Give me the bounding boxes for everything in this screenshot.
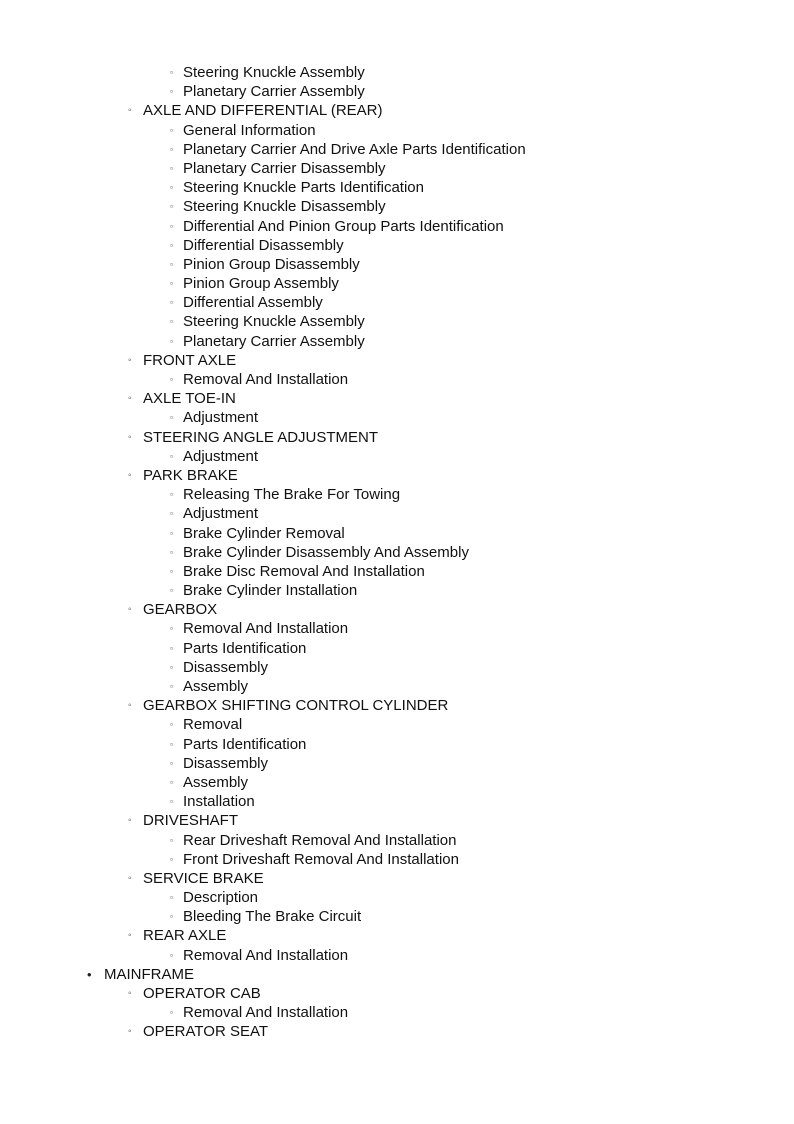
bullet-icon: ◦ bbox=[128, 105, 132, 117]
bullet-icon: ▫ bbox=[170, 739, 173, 749]
bullet-icon: ▫ bbox=[170, 451, 173, 461]
toc-item-level-3 bbox=[0, 121, 794, 140]
toc-item-level-3 bbox=[0, 217, 794, 236]
toc-item-level-3 bbox=[0, 312, 794, 331]
toc-item-level-3 bbox=[0, 754, 794, 773]
toc-item-level-3 bbox=[0, 831, 794, 850]
toc-item-label: OPERATOR CAB bbox=[143, 985, 261, 1002]
toc-item-label: OPERATOR SEAT bbox=[143, 1023, 269, 1041]
toc-item-label: Adjustment bbox=[183, 505, 259, 523]
toc-item-label: PARK BRAKE bbox=[143, 466, 238, 484]
toc-item-level-1 bbox=[0, 965, 794, 984]
toc-item-label: Removal And Installation bbox=[183, 371, 349, 388]
toc-item-label: Steering Knuckle Parts Identification bbox=[183, 179, 424, 197]
bullet-icon: ▫ bbox=[170, 547, 173, 557]
toc-item-level-2 bbox=[0, 1022, 794, 1041]
toc-item-label: Installation bbox=[183, 793, 255, 811]
toc-item-level-3 bbox=[0, 63, 794, 82]
bullet-icon: ◦ bbox=[128, 393, 132, 405]
toc-item-level-3 bbox=[0, 715, 794, 734]
toc-item-label: AXLE TOE-IN bbox=[143, 390, 236, 408]
bullet-icon: ◦ bbox=[128, 604, 132, 616]
bullet-icon: ▫ bbox=[170, 375, 173, 384]
toc-item-label: Steering Knuckle Disassembly bbox=[183, 198, 386, 216]
toc-item-level-3 bbox=[0, 82, 794, 101]
toc-item-label: MAINFRAME bbox=[104, 965, 194, 983]
toc-item-label: Description bbox=[183, 889, 259, 907]
toc-item-level-2 bbox=[0, 428, 794, 447]
toc-item-level-3 bbox=[0, 159, 794, 178]
toc-item-level-3 bbox=[0, 658, 794, 677]
toc-item-label: Brake Disc Removal And Installation bbox=[183, 562, 425, 580]
toc-item-level-3 bbox=[0, 773, 794, 792]
toc-item-level-2 bbox=[0, 389, 794, 408]
toc-item-label: Planetary Carrier Assembly bbox=[183, 332, 365, 350]
toc-item-label: Bleeding The Brake Circuit bbox=[183, 908, 362, 926]
bullet-icon: ▫ bbox=[170, 317, 173, 327]
bullet-icon: • bbox=[87, 966, 92, 982]
toc-item-label: DRIVESHAFT bbox=[143, 812, 239, 830]
bullet-icon: ▫ bbox=[170, 490, 173, 500]
toc-item-level-2 bbox=[0, 466, 794, 485]
bullet-icon: ▫ bbox=[170, 893, 173, 903]
toc-item-level-3 bbox=[0, 946, 794, 965]
table-of-contents bbox=[0, 63, 794, 1042]
toc-item-level-3 bbox=[0, 543, 794, 562]
toc-item-level-3 bbox=[0, 677, 794, 696]
toc-item-level-3 bbox=[0, 524, 794, 543]
bullet-icon: ▫ bbox=[170, 68, 173, 77]
toc-item-label: Steering Knuckle Assembly bbox=[183, 64, 365, 81]
bullet-icon: ▫ bbox=[170, 259, 173, 269]
bullet-icon: ▫ bbox=[170, 202, 173, 212]
toc-item-label: Assembly bbox=[183, 678, 249, 695]
bullet-icon: ▫ bbox=[170, 413, 173, 423]
bullet-icon: ▫ bbox=[170, 624, 173, 634]
toc-item-level-3 bbox=[0, 332, 794, 351]
toc-item-label: General Information bbox=[183, 121, 316, 139]
toc-item-label: Front Driveshaft Removal And Installation bbox=[183, 850, 459, 868]
toc-item-level-2 bbox=[0, 101, 794, 120]
toc-item-label: FRONT AXLE bbox=[143, 351, 237, 369]
bullet-icon: ▫ bbox=[170, 662, 173, 672]
toc-item-label: AXLE AND DIFFERENTIAL (REAR) bbox=[143, 102, 383, 120]
bullet-icon: ▫ bbox=[170, 279, 173, 289]
bullet-icon: ◦ bbox=[128, 1026, 132, 1038]
toc-item-level-3 bbox=[0, 792, 794, 811]
toc-item-level-3 bbox=[0, 293, 794, 312]
toc-item-level-3 bbox=[0, 581, 794, 600]
toc-item-label: Disassembly bbox=[183, 658, 269, 676]
toc-item-level-2 bbox=[0, 811, 794, 830]
toc-item-level-3 bbox=[0, 370, 794, 389]
toc-item-label: Parts Identification bbox=[183, 735, 307, 753]
bullet-icon: ▫ bbox=[170, 221, 173, 231]
toc-item-level-3 bbox=[0, 1003, 794, 1022]
toc-item-label: SERVICE BRAKE bbox=[143, 869, 264, 887]
bullet-icon: ▫ bbox=[170, 240, 173, 250]
bullet-icon: ▫ bbox=[170, 566, 173, 576]
bullet-icon: ◦ bbox=[128, 988, 132, 999]
toc-item-label: Rear Driveshaft Removal And Installation bbox=[183, 831, 457, 849]
toc-item-level-2 bbox=[0, 926, 794, 945]
toc-item-level-2 bbox=[0, 351, 794, 370]
toc-item-label: GEARBOX bbox=[143, 601, 218, 619]
toc-item-level-3 bbox=[0, 907, 794, 926]
toc-item-label: Differential And Pinion Group Parts Identification bbox=[183, 217, 504, 235]
toc-item-label: Adjustment bbox=[183, 447, 259, 465]
toc-item-label: GEARBOX SHIFTING CONTROL CYLINDER bbox=[143, 697, 449, 715]
bullet-icon: ▫ bbox=[170, 720, 173, 730]
toc-item-level-2 bbox=[0, 600, 794, 619]
bullet-icon: ◦ bbox=[128, 815, 132, 827]
toc-item-label: Removal And Installation bbox=[183, 946, 349, 964]
toc-item-label: Brake Cylinder Installation bbox=[183, 582, 358, 600]
toc-item-level-3 bbox=[0, 274, 794, 293]
toc-item-label: Brake Cylinder Disassembly And Assembly bbox=[183, 543, 469, 561]
bullet-icon: ▫ bbox=[170, 1008, 173, 1018]
toc-item-label: Planetary Carrier Assembly bbox=[183, 83, 365, 101]
toc-item-level-3 bbox=[0, 236, 794, 255]
bullet-icon: ▫ bbox=[170, 643, 173, 653]
bullet-icon: ▫ bbox=[170, 912, 173, 922]
bullet-icon: ◦ bbox=[128, 431, 132, 443]
bullet-icon: ▫ bbox=[170, 298, 173, 308]
toc-item-label: Pinion Group Disassembly bbox=[183, 255, 360, 273]
toc-item-label: Releasing The Brake For Towing bbox=[183, 486, 401, 504]
toc-item-level-2 bbox=[0, 869, 794, 888]
bullet-icon: ◦ bbox=[128, 872, 132, 884]
bullet-icon: ◦ bbox=[128, 469, 132, 481]
bullet-icon: ▫ bbox=[170, 183, 173, 193]
toc-item-label: Brake Cylinder Removal bbox=[183, 524, 345, 542]
bullet-icon: ▫ bbox=[170, 797, 173, 807]
toc-item-label: Removal And Installation bbox=[183, 1004, 349, 1022]
toc-item-label: Differential Disassembly bbox=[183, 236, 344, 254]
toc-item-level-3 bbox=[0, 850, 794, 869]
bullet-icon: ▫ bbox=[170, 163, 173, 173]
toc-item-level-3 bbox=[0, 197, 794, 216]
toc-item-level-3 bbox=[0, 504, 794, 523]
bullet-icon: ◦ bbox=[128, 700, 132, 712]
toc-item-label: Adjustment bbox=[183, 409, 259, 427]
bullet-icon: ▫ bbox=[170, 528, 173, 538]
toc-item-level-3 bbox=[0, 735, 794, 754]
toc-item-level-3 bbox=[0, 619, 794, 638]
toc-item-label: Steering Knuckle Assembly bbox=[183, 313, 365, 331]
toc-item-label: Disassembly bbox=[183, 754, 269, 772]
bullet-icon: ◦ bbox=[128, 354, 132, 366]
bullet-icon: ▫ bbox=[170, 758, 173, 768]
toc-item-label: Assembly bbox=[183, 773, 249, 791]
toc-item-label: Parts Identification bbox=[183, 639, 307, 657]
toc-item-label: Removal And Installation bbox=[183, 620, 349, 638]
toc-item-label: STEERING ANGLE ADJUSTMENT bbox=[143, 428, 379, 446]
bullet-icon: ▫ bbox=[170, 125, 173, 135]
bullet-icon: ▫ bbox=[170, 586, 173, 596]
toc-item-level-3 bbox=[0, 255, 794, 274]
toc-item-level-2 bbox=[0, 696, 794, 715]
bullet-icon: ▫ bbox=[170, 950, 173, 960]
toc-item-level-3 bbox=[0, 562, 794, 581]
bullet-icon: ▫ bbox=[170, 336, 173, 346]
toc-item-level-3 bbox=[0, 639, 794, 658]
bullet-icon: ▫ bbox=[170, 144, 173, 154]
toc-item-label: Planetary Carrier Disassembly bbox=[183, 159, 386, 177]
toc-item-level-3 bbox=[0, 408, 794, 427]
toc-item-level-3 bbox=[0, 140, 794, 159]
bullet-icon: ◦ bbox=[128, 930, 132, 942]
toc-item-label: REAR AXLE bbox=[143, 927, 227, 945]
toc-item-level-3 bbox=[0, 178, 794, 197]
toc-item-label: Removal bbox=[183, 716, 243, 734]
bullet-icon: ▫ bbox=[170, 509, 173, 519]
toc-item-label: Differential Assembly bbox=[183, 294, 323, 312]
toc-item-level-2 bbox=[0, 984, 794, 1003]
toc-item-level-3 bbox=[0, 447, 794, 466]
bullet-icon: ▫ bbox=[170, 854, 173, 864]
bullet-icon: ▫ bbox=[170, 87, 173, 97]
bullet-icon: ▫ bbox=[170, 777, 173, 787]
toc-item-label: Planetary Carrier And Drive Axle Parts Identification bbox=[183, 140, 526, 158]
bullet-icon: ▫ bbox=[170, 682, 173, 691]
toc-item-level-3 bbox=[0, 888, 794, 907]
bullet-icon: ▫ bbox=[170, 835, 173, 845]
toc-item-label: Pinion Group Assembly bbox=[183, 275, 339, 293]
toc-item-level-3 bbox=[0, 485, 794, 504]
